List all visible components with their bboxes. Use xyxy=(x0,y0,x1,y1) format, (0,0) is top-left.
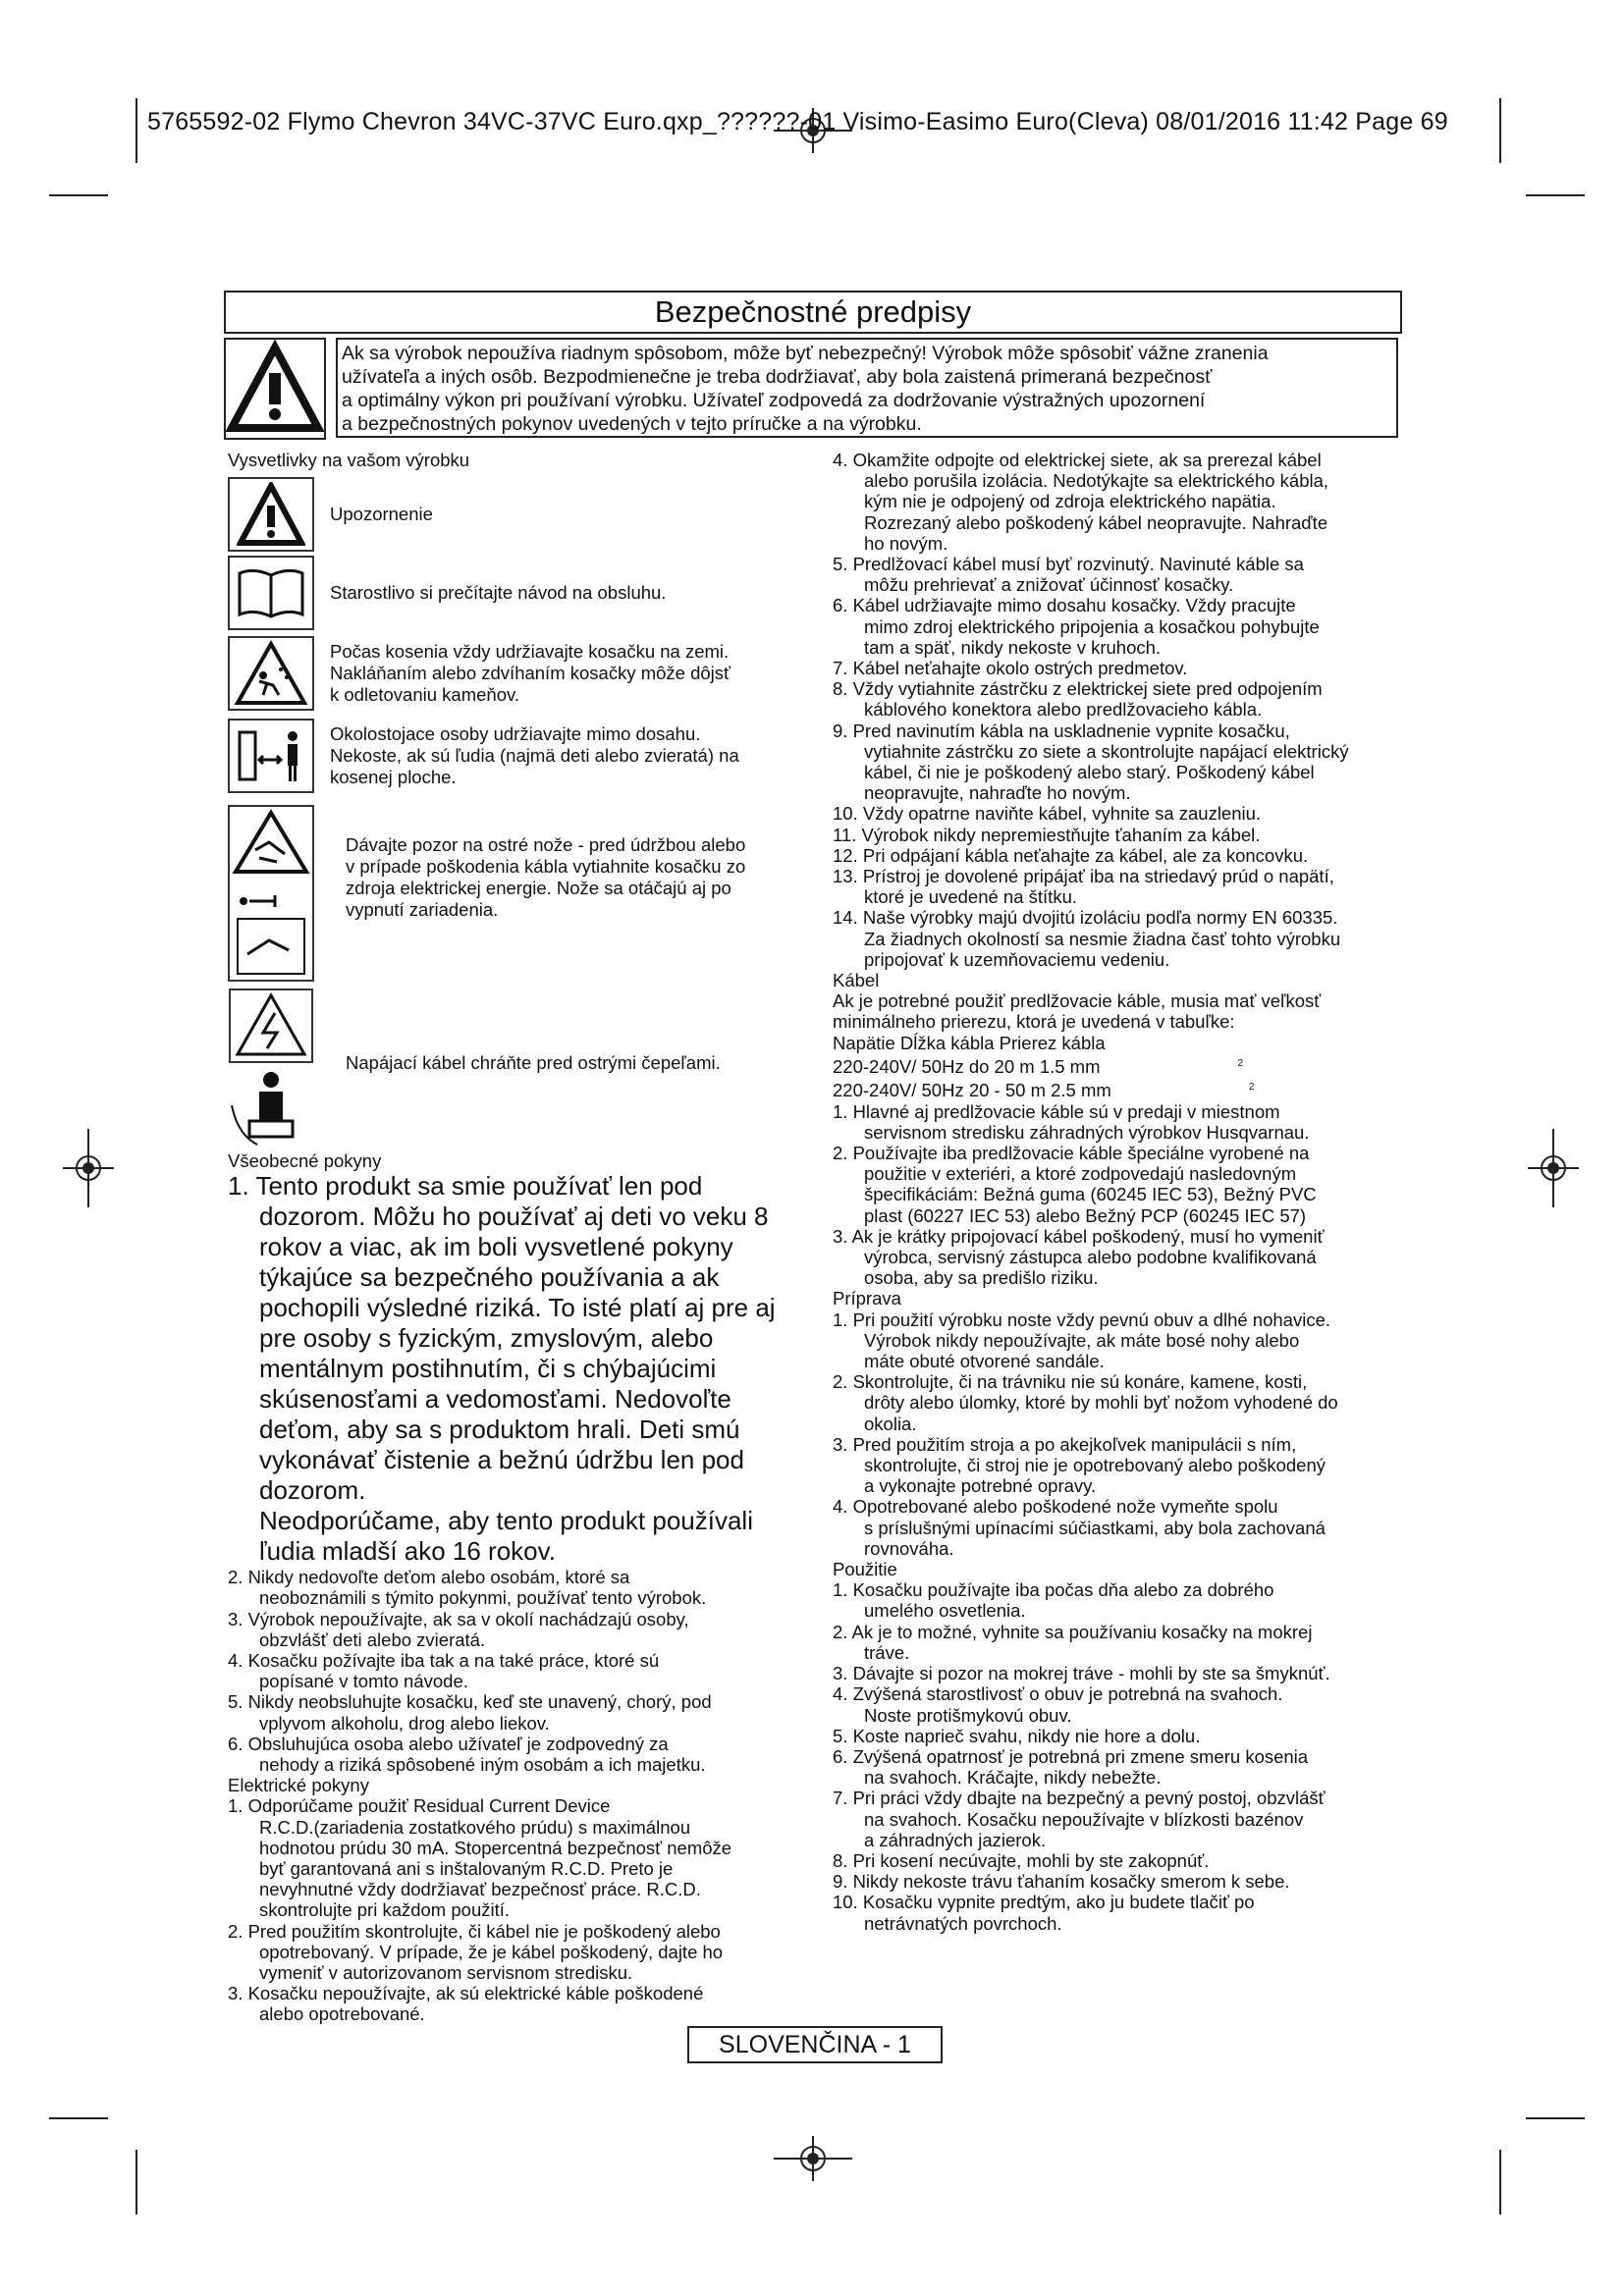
manual-book-icon xyxy=(228,556,314,630)
list-item: neoboznámili s týmito pokynmi, používať tento výrobok. xyxy=(259,1587,707,1609)
text-line: dozorom. xyxy=(259,1475,366,1506)
crop-mark xyxy=(1499,98,1501,163)
sharp-blades-icon xyxy=(228,805,314,982)
cable-heading: Kábel xyxy=(833,970,880,991)
registration-mark-icon xyxy=(63,1129,114,1207)
symbol-text: Napájací kábel chráňte pred ostrými čepeľami. xyxy=(346,1052,721,1073)
list-item: 7. Kábel neťahajte okolo ostrých predmetov. xyxy=(833,658,1188,679)
cable-row-text: 220-240V/ 50Hz do 20 m 1.5 mm xyxy=(833,1056,1101,1078)
right-column xyxy=(833,450,1461,1934)
list-item: Za žiadnych okolností sa nesmie žiadna časť tohto výrobku xyxy=(864,928,1341,949)
list-item: 4. Kosačku požívajte iba tak a na také práce, ktoré sú xyxy=(228,1650,660,1672)
list-item: 12. Pri odpájaní kábla neťahajte za kábel, ale za koncovku. xyxy=(833,844,1309,866)
list-item: hodnotou prúdu 30 mA. Stopercentná bezpečnosť nemôže xyxy=(259,1837,732,1858)
list-item: netrávnatých povrchoch. xyxy=(864,1912,1062,1934)
list-item: 2. Skontrolujte, či na trávniku nie sú konáre, kamene, kosti, xyxy=(833,1371,1308,1393)
cable-table-row xyxy=(833,1053,1461,1077)
text-line: rokov a viac, ak im boli vysvetlené pokyny xyxy=(259,1232,733,1262)
list-item: 7. Pri práci vždy dbajte na bezpečný a pevný postoj, obzvlášť xyxy=(833,1788,1326,1809)
list-item: 1. Odporúčame použiť Residual Current Device xyxy=(228,1795,611,1817)
list-item: 2. Pred použitím skontrolujte, či kábel nie je poškodený alebo xyxy=(228,1920,721,1942)
list-item: skontrolujte, či stroj nie je opotrebovaný alebo poškodený xyxy=(864,1455,1326,1476)
symbol-text: Dávajte pozor na ostré nože - pred údržbou alebo xyxy=(346,834,746,855)
list-item: nehody a riziká spôsobené iným osobám a ich majetku. xyxy=(259,1754,706,1776)
list-item: 11. Výrobok nikdy nepremiestňujte ťahaním za kábel. xyxy=(833,824,1261,845)
list-item: 2. Nikdy nedovoľte deťom alebo osobám, ktoré sa xyxy=(228,1567,630,1588)
list-item: 6. Zvýšená opatrnosť je potrebná pri zmene smeru kosenia xyxy=(833,1745,1309,1767)
preparation-heading: Príprava xyxy=(833,1288,901,1309)
text-line: pochopili výsledné riziká. To isté platí aj pre aj xyxy=(259,1293,776,1323)
list-item: máte obuté otvorené sandále. xyxy=(864,1351,1105,1372)
list-item: použitie v exteriéri, a ktoré zodpovedajú nasledovným xyxy=(864,1163,1297,1185)
warning-triangle-icon xyxy=(228,477,314,552)
intro-line: užívateľa a iných osôb. Bezpodmienečne je treba dodržiavať, aby bola zaistená primeraná bezpečnosť xyxy=(342,366,1213,388)
list-item: 4. Opotrebované alebo poškodené nože vymeňte spolu xyxy=(833,1496,1278,1518)
list-item: 1. Kosačku používajte iba počas dňa alebo za dobrého xyxy=(833,1579,1274,1601)
symbol-text: Počas kosenia vždy udržiavajte kosačku na zemi. xyxy=(330,641,730,662)
crop-mark xyxy=(135,2150,137,2215)
list-item: a záhradných jazierok. xyxy=(864,1829,1047,1850)
list-item: vytiahnite zástrčku zo siete a skontrolujte napájací elektrický xyxy=(864,740,1349,762)
list-item: Výrobok nikdy nepoužívajte, ak máte bosé nohy alebo xyxy=(864,1329,1300,1351)
list-item: kábel, či nie je poškodený alebo starý. Poškodený kábel xyxy=(864,762,1315,783)
list-item: plast (60227 IEC 53) alebo Bežný PCP (60245 IEC 57) xyxy=(864,1204,1307,1226)
list-item: alebo opotrebované. xyxy=(259,2003,425,2025)
list-item: výrobca, servisný zástupca alebo podobne kvalifikovaná xyxy=(864,1247,1317,1268)
registration-mark-icon xyxy=(1528,1129,1579,1207)
list-item: Noste protišmykovú obuv. xyxy=(864,1704,1072,1726)
list-item: ho novým. xyxy=(864,532,948,554)
print-header: 5765592-02 Flymo Chevron 34VC-37VC Euro.qxp_??????-01 Visimo-Easimo Euro(Cleva) 08/01/2016 11:42 Page 69 xyxy=(147,108,1448,135)
list-item: 3. Výrobok nepoužívajte, ak sa v okolí nachádzajú osoby, xyxy=(228,1608,689,1629)
list-item: 2. Používajte iba predlžovacie káble špeciálne vyrobené na xyxy=(833,1143,1310,1164)
symbols-heading: Vysvetlivky na vašom výrobku xyxy=(228,450,470,470)
text-line: minimálneho prierezu, ktorá je uvedená v tabuľke: xyxy=(833,1011,1235,1033)
list-item: alebo porušila izolácia. Nedotýkajte sa elektrického kábla, xyxy=(864,470,1329,492)
symbol-row xyxy=(228,556,666,630)
list-item: 9. Pred navinutím kábla na uskladnenie vypnite kosačku, xyxy=(833,720,1290,741)
symbol-text: kosenej ploche. xyxy=(330,767,457,787)
list-item: neopravujte, nahraďte ho novým. xyxy=(864,782,1131,804)
use-heading: Použitie xyxy=(833,1559,897,1580)
list-item: popísané v tomto návode. xyxy=(259,1671,468,1692)
list-item: na svahoch. Kráčajte, nikdy nebežte. xyxy=(864,1767,1162,1789)
warning-triangle-icon xyxy=(224,338,326,440)
list-item: a vykonajte potrebné opravy. xyxy=(864,1475,1097,1497)
list-item: 8. Vždy vytiahnite zástrčku z elektrickej siete pred odpojením xyxy=(833,678,1323,700)
list-item: ktoré je uvedené na štítku. xyxy=(864,886,1077,908)
list-item: 14. Naše výrobky majú dvojitú izoláciu podľa normy EN 60335. xyxy=(833,907,1338,929)
text-line: Ak je potrebné použiť predlžovacie káble, musia mať veľkosť xyxy=(833,990,1322,1012)
list-item: 9. Nikdy nekoste trávu ťahaním kosačky smerom k sebe. xyxy=(833,1871,1290,1893)
list-item: s príslušnými upínacími súčiastkami, aby bola zachovaná xyxy=(864,1517,1326,1538)
cable-row-text: 220-240V/ 50Hz 20 - 50 m 2.5 mm xyxy=(833,1080,1111,1101)
list-item: servisnom stredisku záhradných výrobkov Husqvarnau. xyxy=(864,1121,1310,1143)
electrical-heading: Elektrické pokyny xyxy=(228,1775,369,1796)
text-line: 1. Tento produkt sa smie používať len pod xyxy=(228,1171,703,1201)
list-item: na svahoch. Kosačku nepoužívajte v blízkosti bazénov xyxy=(864,1808,1304,1830)
list-item: opotrebovaný. V prípade, že je kábel poškodený, dajte ho xyxy=(259,1941,724,1962)
crop-mark xyxy=(49,194,108,196)
list-item: obzvlášť deti alebo zvieratá. xyxy=(259,1629,486,1650)
crop-mark xyxy=(49,2117,108,2119)
list-item: 10. Vždy opatrne naviňte kábel, vyhnite sa zauzleniu. xyxy=(833,803,1262,825)
cable-table-header: Napätie Dĺžka kábla Prierez kábla xyxy=(833,1032,1106,1053)
list-item: pripojovať k uzemňovaciemu vedeniu. xyxy=(864,948,1170,970)
symbol-text: v prípade poškodenia kábla vytiahnite kosačku zo xyxy=(346,856,746,877)
symbol-row xyxy=(228,719,739,793)
symbol-text: k odletovaniu kameňov. xyxy=(330,684,519,705)
list-item: 10. Kosačku vypnite predtým, ako ju budete tlačiť po xyxy=(833,1892,1255,1913)
crop-mark xyxy=(135,98,137,163)
text-line: mentálnym postihnutím, či s chýbajúcimi xyxy=(259,1354,717,1384)
list-item: byť garantovaná ani s inštalovaným R.C.D. Preto je xyxy=(259,1858,674,1880)
symbol-text: vypnutí zariadenia. xyxy=(346,899,499,920)
text-line: deťom, aby sa s produktom hrali. Deti smú xyxy=(259,1415,740,1445)
symbol-text: Upozornenie xyxy=(330,504,433,524)
superscript: 2 xyxy=(1248,1082,1255,1094)
list-item: mimo zdroj elektrického pripojenia a kosačkou pohybujte xyxy=(864,615,1320,637)
list-item: vymeniť v autorizovanom servisnom stredisku. xyxy=(259,1962,633,1984)
bystanders-icon xyxy=(228,719,314,793)
list-item: kým nie je odpojený od zdroja elektrického napätia. xyxy=(864,491,1276,512)
list-item: 3. Kosačku nepoužívajte, ak sú elektrické káble poškodené xyxy=(228,1983,704,2004)
general-heading: Všeobecné pokyny xyxy=(228,1150,382,1171)
text-line: Neodporúčame, aby tento produkt používali xyxy=(259,1506,753,1536)
list-item: umelého osvetlenia. xyxy=(864,1600,1026,1622)
list-item: môžu prehrievať a znižovať účinnosť kosačky. xyxy=(864,574,1234,596)
crop-mark xyxy=(1499,2150,1501,2215)
list-item: okolia. xyxy=(864,1413,917,1434)
list-item: 13. Prístroj je dovolené pripájať iba na striedavý prúd o napätí, xyxy=(833,866,1334,887)
list-item: 5. Predlžovací kábel musí byť rozvinutý. Navinuté káble sa xyxy=(833,554,1304,575)
text-line: ľudia mladší ako 16 rokov. xyxy=(259,1536,556,1567)
list-item: 5. Koste naprieč svahu, nikdy nie hore a dolu. xyxy=(833,1725,1201,1746)
intro-warning xyxy=(336,338,1398,438)
text-line: týkajúce sa bezpečného používania a ak xyxy=(259,1262,720,1293)
symbol-text: Nakláňaním alebo zdvíhaním kosačky môže dôjsť xyxy=(330,663,731,683)
symbol-row xyxy=(228,477,433,552)
symbol-row xyxy=(228,636,731,711)
list-item: vplyvom alkoholu, drog alebo liekov. xyxy=(259,1712,550,1734)
list-item: 3. Dávajte si pozor na mokrej tráve - mohli by ste sa šmyknúť. xyxy=(833,1663,1330,1684)
text-line: dozorom. Môžu ho používať aj deti vo veku 8 xyxy=(259,1201,769,1232)
list-item: káblového konektora alebo predlžovacieho kábla. xyxy=(864,699,1263,721)
list-item: 3. Pred použitím stroja a po akejkoľvek manipulácii s ním, xyxy=(833,1433,1297,1455)
list-item: 4. Zvýšená starostlivosť o obuv je potrebná na svahoch. xyxy=(833,1683,1283,1705)
list-item: tam a späť, nikdy nekoste v kruhoch. xyxy=(864,636,1162,658)
list-item: tráve. xyxy=(864,1641,910,1663)
list-item: 2. Ak je to možné, vyhnite sa používaniu kosačky na mokrej xyxy=(833,1621,1313,1642)
symbol-text: zdroja elektrickej energie. Nože sa otáčajú aj po xyxy=(346,878,731,898)
electric-cable-icon xyxy=(228,988,314,1154)
list-item: R.C.D.(zariadenia zostatkového prúdu) s maximálnou xyxy=(259,1816,691,1838)
intro-line: a bezpečnostných pokynov uvedených v tejto príručke a na výrobku. xyxy=(342,413,922,435)
general-section xyxy=(228,1150,833,2025)
list-item: osoba, aby sa predišlo riziku. xyxy=(864,1267,1099,1289)
superscript: 2 xyxy=(1237,1057,1244,1069)
list-item: 3. Ak je krátky pripojovací kábel poškodený, musí ho vymeniť xyxy=(833,1225,1325,1247)
list-item: 1. Pri použití výrobku noste vždy pevnú obuv a dlhé nohavice. xyxy=(833,1308,1330,1330)
list-item: 6. Obsluhujúca osoba alebo užívateľ je zodpovedný za xyxy=(228,1733,669,1754)
crop-mark xyxy=(1526,194,1585,196)
registration-mark-icon xyxy=(774,2136,852,2181)
symbol-text: Starostlivo si prečítajte návod na obsluhu. xyxy=(330,582,667,603)
list-item: nevyhnutné vždy dodržiavať bezpečnosť práce. R.C.D. xyxy=(259,1879,701,1900)
list-item: 5. Nikdy neobsluhujte kosačku, keď ste unavený, chorý, pod xyxy=(228,1691,712,1713)
symbol-text: Okolostojace osoby udržiavajte mimo dosahu. xyxy=(330,723,701,744)
symbol-text-block xyxy=(346,834,745,921)
list-item: 8. Pri kosení necúvajte, mohli by ste zakopnúť. xyxy=(833,1849,1210,1871)
list-item: skontrolujte pri každom použití. xyxy=(259,1899,511,1921)
text-line: skúsenosťami a vedomosťami. Nedovoľte xyxy=(259,1384,731,1415)
symbol-text: Nekoste, ak sú ľudia (najmä deti alebo zvieratá) na xyxy=(330,745,739,766)
text-line: vykonávať čistenie a bežnú údržbu len pod xyxy=(259,1445,744,1475)
page-title: Bezpečnostné predpisy xyxy=(224,291,1402,334)
list-item: 6. Kábel udržiavajte mimo dosahu kosačky. Vždy pracujte xyxy=(833,595,1296,616)
crop-mark xyxy=(1526,2117,1585,2119)
thrown-objects-icon xyxy=(228,636,314,711)
text-line: pre osoby s fyzickým, zmyslovým, alebo xyxy=(259,1323,714,1354)
cable-table-row xyxy=(833,1077,1461,1100)
intro-line: Ak sa výrobok nepoužíva riadnym spôsobom, môže byť nebezpečný! Výrobok môže spôsobiť vážne zranenia xyxy=(342,343,1269,364)
list-item: rovnováha. xyxy=(864,1537,954,1559)
list-item: 4. Okamžite odpojte od elektrickej siete, ak sa prerezal kábel xyxy=(833,450,1322,470)
list-item: 1. Hlavné aj predlžovacie káble sú v predaji v miestnom xyxy=(833,1100,1280,1122)
list-item: Rozrezaný alebo poškodený kábel neopravujte. Nahraďte xyxy=(864,511,1328,533)
intro-line: a optimálny výkon pri používaní výrobku. Užívateľ zodpovedá za dodržovanie výstražných upozornení xyxy=(342,390,1206,411)
page-footer: SLOVENČINA - 1 xyxy=(687,2026,943,2063)
general-item-1 xyxy=(228,1171,833,1567)
list-item: drôty alebo úlomky, ktoré by mohli byť nožom vyhodené do xyxy=(864,1392,1338,1414)
list-item: špecifikáciám: Bežná guma (60245 IEC 53), Bežný PVC xyxy=(864,1184,1317,1205)
